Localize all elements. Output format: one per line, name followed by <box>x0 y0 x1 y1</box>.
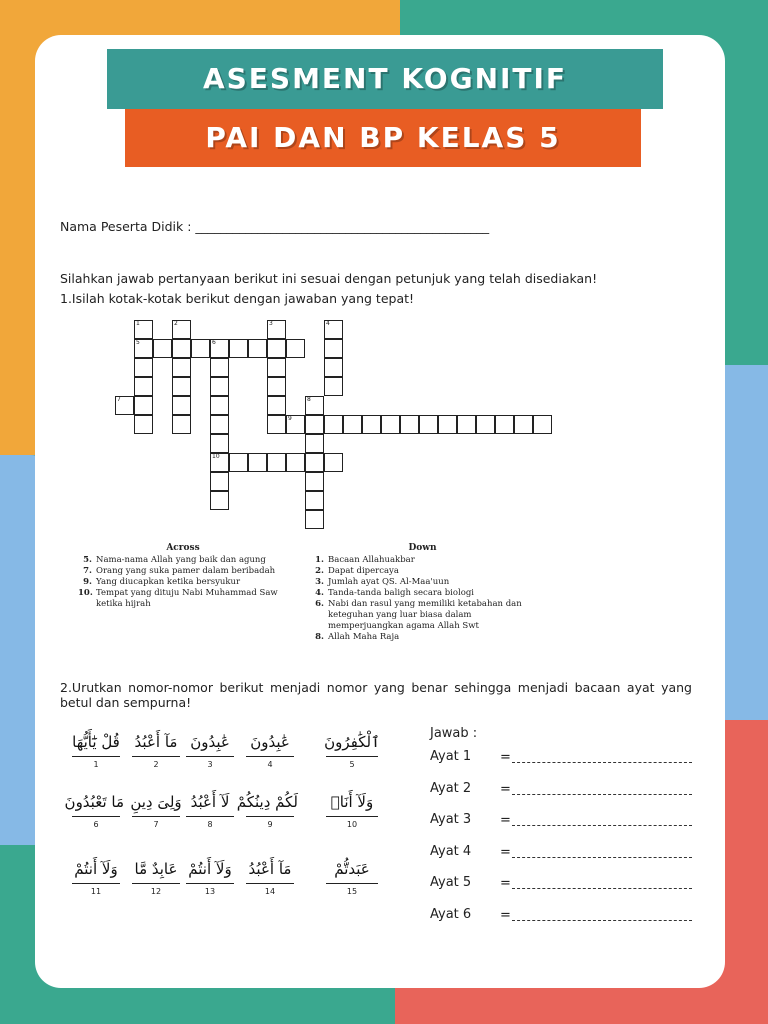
crossword-cell[interactable] <box>210 415 229 434</box>
crossword-cell[interactable] <box>305 396 324 415</box>
ayat-word-item <box>182 857 238 896</box>
crossword-cell[interactable] <box>324 339 343 358</box>
answer-input-line[interactable] <box>512 920 692 921</box>
clue-item <box>78 566 288 577</box>
crossword-cell[interactable] <box>305 434 324 453</box>
crossword-cell[interactable] <box>134 377 153 396</box>
ayat-arabic-text: عَٰبِدُونَ <box>190 733 230 751</box>
clue-text: Bacaan Allahuakbar <box>328 555 415 565</box>
ayat-underline <box>186 816 234 817</box>
clue-item <box>310 555 535 566</box>
crossword-cell[interactable] <box>286 453 305 472</box>
crossword-cell[interactable] <box>286 415 305 434</box>
crossword-cell-number: 1 <box>136 320 140 327</box>
clue-number: 7. <box>83 566 92 576</box>
crossword-cell-number: 9 <box>288 415 292 422</box>
ayat-arabic-text: وَلَآ أَنتُمْ <box>74 860 118 878</box>
answer-label: Ayat 2 <box>430 780 472 796</box>
crossword-cell[interactable] <box>248 453 267 472</box>
crossword-cell[interactable] <box>210 339 229 358</box>
crossword-cell[interactable] <box>533 415 552 434</box>
crossword-cell-number: 3 <box>269 320 273 327</box>
answer-label: Ayat 1 <box>430 749 472 764</box>
crossword-cell[interactable] <box>210 396 229 415</box>
ayat-word-item <box>128 857 184 896</box>
ayat-arabic-text: وَلِىَ دِينِ <box>130 793 182 811</box>
clue-number: 5. <box>83 555 92 565</box>
ayat-arabic-text: مَآ أَعْبُدُ <box>134 733 178 751</box>
crossword-cell[interactable] <box>267 377 286 396</box>
crossword-cell[interactable] <box>115 396 134 415</box>
page-subtitle: PAI DAN BP KELAS 5 <box>125 109 641 167</box>
crossword-cell[interactable] <box>324 377 343 396</box>
ayat-word-item <box>128 790 184 829</box>
crossword-cell[interactable] <box>381 415 400 434</box>
crossword-cell[interactable] <box>172 415 191 434</box>
ayat-number: 10 <box>346 820 358 829</box>
crossword-cell[interactable] <box>362 415 381 434</box>
ayat-arabic-text: وَلَآ أَنَا۠ <box>330 793 374 811</box>
ayat-number: 7 <box>153 820 159 829</box>
crossword-cell[interactable] <box>248 339 267 358</box>
ayat-word-item <box>242 857 298 896</box>
ayat-number: 1 <box>93 760 99 769</box>
question-1: 1.Isilah kotak-kotak berikut dengan jawaban yang tepat! <box>60 291 415 306</box>
ayat-arabic-text: لَكُمْ دِينُكُمْ <box>236 793 298 811</box>
crossword-cell[interactable] <box>210 453 229 472</box>
ayat-underline <box>132 816 180 817</box>
clue-number: 4. <box>315 588 324 598</box>
crossword-cell[interactable] <box>438 415 457 434</box>
ayat-word-item <box>322 790 382 829</box>
ayat-word-item <box>182 790 238 829</box>
crossword-cell[interactable] <box>172 320 191 339</box>
clue-number: 10. <box>78 588 93 598</box>
crossword-cell[interactable] <box>267 415 286 434</box>
crossword-cell-number: 4 <box>326 320 330 327</box>
ayat-arabic-text: قُلْ يَٰٓأَيُّهَا <box>72 733 120 751</box>
clue-text: Jumlah ayat QS. Al-Maa'uun <box>328 577 450 587</box>
answer-input-line[interactable] <box>512 825 692 826</box>
clue-item <box>310 599 535 632</box>
crossword-cell[interactable] <box>229 453 248 472</box>
crossword-cell[interactable] <box>305 510 324 529</box>
clue-number: 1. <box>315 555 324 565</box>
clues-across-title: Across <box>166 543 200 553</box>
crossword-cell[interactable] <box>210 472 229 491</box>
ayat-number: 13 <box>204 887 216 896</box>
page-title: ASESMENT KOGNITIF <box>107 49 663 109</box>
clue-number: 8. <box>315 632 324 642</box>
ayat-underline <box>72 816 120 817</box>
crossword-cell[interactable] <box>210 434 229 453</box>
crossword-cell[interactable] <box>172 396 191 415</box>
answer-equals: = <box>500 750 511 765</box>
crossword-cell[interactable] <box>134 396 153 415</box>
answer-equals: = <box>500 908 511 923</box>
ayat-underline <box>72 756 120 757</box>
clue-text: Tempat yang dituju Nabi Muhammad Saw ketika hijrah <box>96 588 278 609</box>
crossword-cell-number: 5 <box>136 339 140 346</box>
answer-input-line[interactable] <box>512 888 692 889</box>
clue-text: Nama-nama Allah yang baik dan agung <box>96 555 266 565</box>
crossword-cell[interactable] <box>267 396 286 415</box>
clue-number: 6. <box>315 599 324 609</box>
clue-item <box>310 577 535 588</box>
crossword-cell[interactable] <box>476 415 495 434</box>
ayat-number: 4 <box>267 760 273 769</box>
ayat-arabic-text: عَبَدتُّمْ <box>334 860 370 878</box>
crossword-cell[interactable] <box>172 339 191 358</box>
ayat-arabic-text: مَا تَعْبُدُونَ <box>64 793 124 811</box>
crossword-cell[interactable] <box>134 358 153 377</box>
crossword-cell[interactable] <box>343 415 362 434</box>
answer-label: Ayat 3 <box>430 812 472 828</box>
clue-text: Nabi dan rasul yang memiliki ketabahan dan keteguhan yang luar biasa dalam memperjuangkan agama Allah Swt <box>328 599 522 631</box>
crossword-cell[interactable] <box>419 415 438 434</box>
clue-number: 2. <box>315 566 324 576</box>
ayat-word-item <box>182 730 238 769</box>
ayat-number: 5 <box>349 760 355 769</box>
ayat-underline <box>186 883 234 884</box>
answer-label: Ayat 5 <box>430 875 472 891</box>
answer-equals: = <box>500 844 511 860</box>
ayat-arabic-text: عَابِدٌ مَّا <box>134 860 178 878</box>
clues-across <box>78 543 288 610</box>
answer-equals: = <box>500 813 511 829</box>
crossword-cell[interactable] <box>172 358 191 377</box>
crossword-cell-number: 7 <box>117 396 121 403</box>
ayat-arabic-text: وَلَآ أَنتُمْ <box>188 860 232 878</box>
answer-input-line[interactable] <box>512 794 692 795</box>
crossword-cell[interactable] <box>229 339 248 358</box>
crossword-cell-number: 2 <box>174 320 178 327</box>
crossword-cell[interactable] <box>400 415 419 434</box>
ayat-number: 6 <box>93 820 99 829</box>
ayat-word-item <box>242 730 298 769</box>
ayat-number: 14 <box>264 887 276 896</box>
crossword-cell[interactable] <box>210 377 229 396</box>
ayat-number: 8 <box>207 820 213 829</box>
clue-item <box>310 566 535 577</box>
ayat-underline <box>132 883 180 884</box>
crossword-cell[interactable] <box>267 339 286 358</box>
question-2: 2.Urutkan nomor-nomor berikut menjadi nomor yang benar sehingga menjadi bacaan ayat yang betul dan sempurna! <box>60 680 692 710</box>
ayat-underline <box>132 756 180 757</box>
clue-number: 9. <box>83 577 92 587</box>
ayat-word-item <box>68 857 124 896</box>
ayat-underline <box>246 883 294 884</box>
crossword-cell[interactable] <box>267 358 286 377</box>
clue-text: Dapat dipercaya <box>328 566 399 576</box>
ayat-underline <box>186 756 234 757</box>
ayat-word-item <box>236 790 298 829</box>
crossword-cell[interactable] <box>134 415 153 434</box>
ayat-word-item <box>322 730 382 769</box>
clue-item <box>78 588 288 610</box>
ayat-underline <box>326 756 378 757</box>
crossword-cell[interactable] <box>324 453 343 472</box>
crossword-cell[interactable] <box>457 415 476 434</box>
clue-number: 3. <box>315 577 324 587</box>
crossword-cell[interactable] <box>172 377 191 396</box>
bg-red-block-bottom <box>395 985 768 1024</box>
crossword-cell-number: 6 <box>212 339 216 346</box>
ayat-number: 12 <box>150 887 162 896</box>
crossword-cell[interactable] <box>191 339 210 358</box>
crossword-cell[interactable] <box>153 339 172 358</box>
answer-equals: = <box>500 781 511 797</box>
ayat-word-item <box>68 730 124 769</box>
crossword-cell[interactable] <box>324 415 343 434</box>
crossword-cell[interactable] <box>514 415 533 434</box>
crossword-cell-number: 8 <box>307 396 311 403</box>
clue-item <box>310 632 535 643</box>
crossword-cell[interactable] <box>134 339 153 358</box>
clues-down <box>310 543 535 643</box>
crossword-cell[interactable] <box>305 472 324 491</box>
crossword-grid <box>60 285 520 520</box>
ayat-number: 3 <box>207 760 213 769</box>
ayat-number: 2 <box>153 760 159 769</box>
ayat-arabic-text: ٱلْكَٰفِرُونَ <box>324 733 380 751</box>
clue-text: Allah Maha Raja <box>328 632 400 642</box>
crossword-cell[interactable] <box>286 339 305 358</box>
crossword-cell[interactable] <box>305 491 324 510</box>
crossword-cell[interactable] <box>324 320 343 339</box>
student-name-field[interactable]: Nama Peserta Didik : _______________________________________________ <box>60 219 490 234</box>
answer-title: Jawab : <box>430 726 478 741</box>
crossword-cell[interactable] <box>305 453 324 472</box>
clue-text: Yang diucapkan ketika bersyukur <box>96 577 241 587</box>
ayat-underline <box>326 816 378 817</box>
crossword-cell[interactable] <box>210 358 229 377</box>
crossword-cell[interactable] <box>324 358 343 377</box>
crossword-cell[interactable] <box>267 453 286 472</box>
clue-item <box>310 588 535 599</box>
clues-down-title: Down <box>408 543 437 553</box>
ayat-word-item <box>322 857 382 896</box>
crossword-cell[interactable] <box>134 320 153 339</box>
ayat-number: 9 <box>267 820 273 829</box>
answer-input-line[interactable] <box>512 762 692 763</box>
answer-label: Ayat 6 <box>430 907 472 922</box>
ayat-underline <box>326 883 378 884</box>
ayat-arabic-text: مَآ أَعْبُدُ <box>248 860 292 878</box>
clue-item <box>78 577 288 588</box>
crossword-cell[interactable] <box>495 415 514 434</box>
ayat-word-item <box>64 790 124 829</box>
ayat-underline <box>246 756 294 757</box>
instructions-intro: Silahkan jawab pertanyaan berikut ini sesuai dengan petunjuk yang telah disediakan! <box>60 271 598 286</box>
clue-item <box>78 555 288 566</box>
crossword-cell[interactable] <box>305 415 324 434</box>
answer-input-line[interactable] <box>512 857 692 858</box>
crossword-cell[interactable] <box>267 320 286 339</box>
ayat-underline <box>246 816 294 817</box>
answer-equals: = <box>500 876 511 892</box>
crossword-cell[interactable] <box>210 491 229 510</box>
answer-label: Ayat 4 <box>430 843 472 859</box>
ayat-arabic-text: عَٰبِدُونَ <box>250 733 290 751</box>
ayat-word-item <box>128 730 184 769</box>
ayat-number: 15 <box>346 887 358 896</box>
clue-text: Orang yang suka pamer dalam beribadah <box>96 566 276 576</box>
ayat-arabic-text: لَآ أَعْبُدُ <box>190 793 230 811</box>
ayat-underline <box>72 883 120 884</box>
clue-text: Tanda-tanda baligh secara biologi <box>328 588 474 598</box>
crossword-cell-number: 10 <box>212 453 220 460</box>
ayat-number: 11 <box>90 887 102 896</box>
